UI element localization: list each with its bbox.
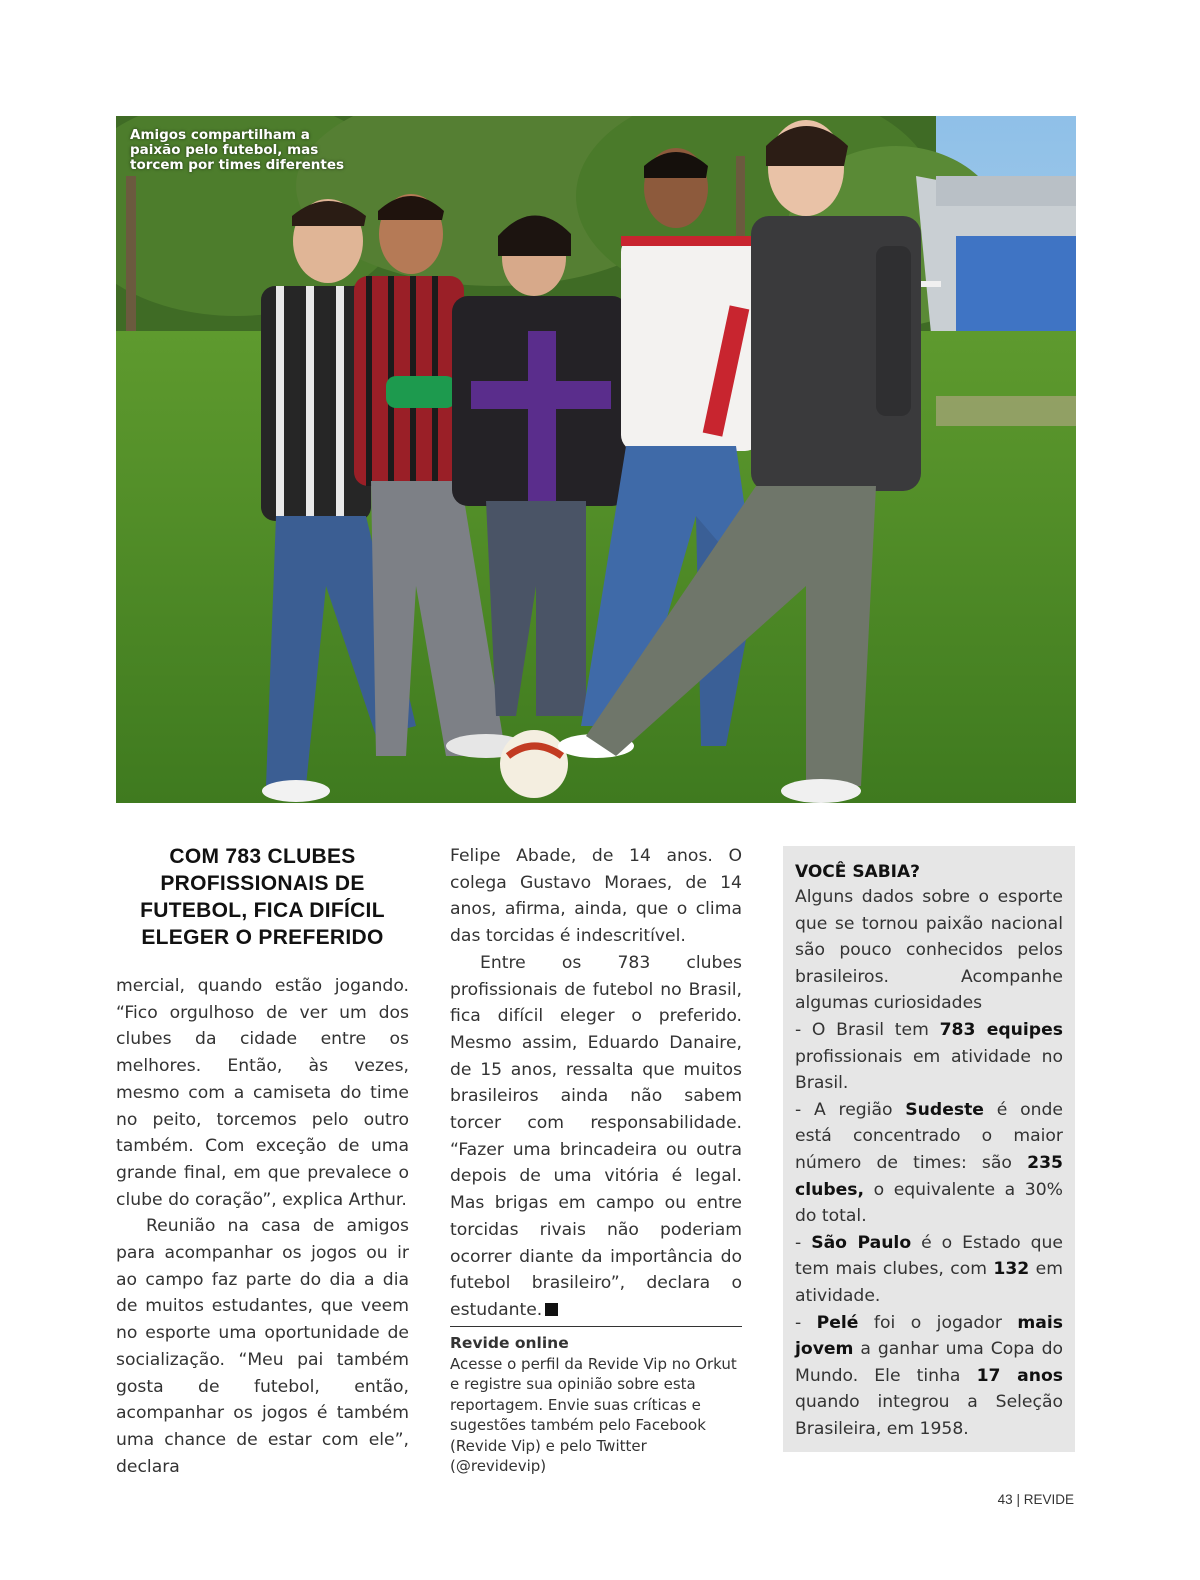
magazine-name: REVIDE	[1023, 1492, 1074, 1507]
revide-online-body: Acesse o perfil da Revide Vip no Orkut e registre sua opinião sobre esta reportagem. Envie suas críticas e sugestões também pelo Facebook (Revide Vip) e pelo Twitter (@revidevip)	[450, 1354, 737, 1475]
photo-caption: Amigos compartilham a paixão pelo futebol, mas torcem por times diferentes	[130, 127, 345, 173]
article-headline: COM 783 CLUBES PROFISSIONAIS DE FUTEBOL, FICA DIFÍCIL ELEGER O PREFERIDO	[140, 845, 385, 949]
col1-paragraph-1: mercial, quando estão jogando. “Fico orgulhoso de ver um dos clubes da cidade entre os melhores. Então, às vezes, mesmo com a camiseta do time no peito, torcemos pelo outro também. Com exceção de uma grande final, em que prevalece o clube do coração”, explica Arthur.	[116, 976, 409, 1210]
footer-separator: |	[1016, 1492, 1020, 1507]
page-number: 43	[997, 1492, 1013, 1507]
revide-online-box	[450, 1326, 742, 1477]
sidebar-fact: - Pelé foi o jogador mais jovem a ganhar uma Copa do Mundo. Ele tinha 17 anos quando integrou a Seleção Brasileira, em 1958.	[795, 1312, 1063, 1439]
page-footer	[998, 1492, 1074, 1507]
sidebar-fact: - O Brasil tem 783 equipes profissionais em atividade no Brasil.	[795, 1019, 1063, 1094]
col2-paragraph-1: Felipe Abade, de 14 anos. O colega Gustavo Moraes, de 14 anos, afirma, ainda, que o clima das torcidas é indescritível.	[450, 846, 742, 947]
revide-online-title: Revide online	[450, 1334, 569, 1352]
sidebar-intro: Alguns dados sobre o esporte que se tornou paixão nacional são pouco conhecidos pelos brasileiros. Acompanhe algumas curiosidades	[795, 887, 1063, 1014]
sidebar-title: VOCÊ SABIA?	[795, 862, 921, 882]
sidebar-fact: - A região Sudeste é onde está concentrado o maior número de times: são 235 clubes, o equivalente a 30% do total.	[795, 1099, 1063, 1227]
end-of-article-icon: r	[545, 1303, 558, 1316]
article-column-1	[116, 973, 409, 1480]
voce-sabia-sidebar	[783, 846, 1075, 1452]
sidebar-fact: - São Paulo é o Estado que tem mais clubes, com 132 em atividade.	[795, 1232, 1064, 1306]
col2-paragraph-2	[450, 950, 742, 1324]
article-photo	[116, 116, 1076, 803]
col1-paragraph-2: Reunião na casa de amigos para acompanhar os jogos ou ir ao campo faz parte do dia a dia de muitos estudantes, que veem no esporte uma oportunidade de socialização. “Meu pai também gosta de futebol, então, acompanhar os jogos é também uma chance de estar com ele”, declara	[116, 1216, 409, 1477]
article-column-2	[450, 843, 742, 1324]
col2-paragraph-2-text: Entre os 783 clubes profissionais de futebol no Brasil, fica difícil eleger o preferido. Mesmo assim, Eduardo Danaire, de 15 anos, ressalta que muitos brasileiros ainda não sabem torcer com responsabilidade. “Fazer uma brincadeira ou outra depois de uma vitória é legal. Mas brigas em campo ou entre torcidas rivais não poderiam ocorrer diante da importância do futebol brasileiro”, declara o estudante.	[450, 952, 742, 1320]
photo-illustration	[116, 116, 1076, 803]
